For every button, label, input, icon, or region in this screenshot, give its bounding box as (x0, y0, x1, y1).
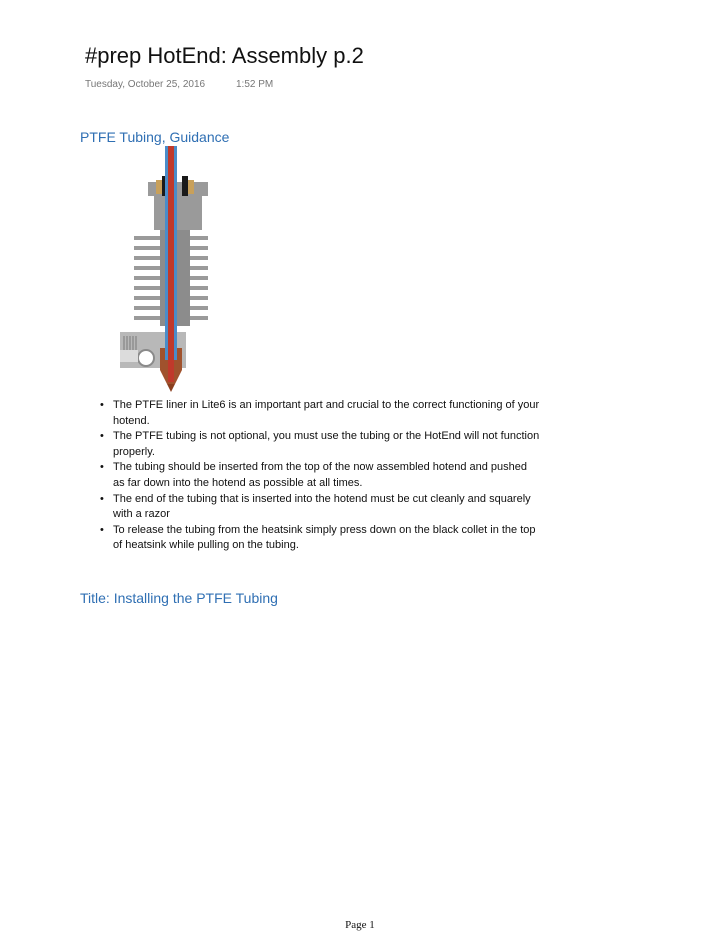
page-title: #prep HotEnd: Assembly p.2 (85, 43, 364, 68)
list-item: • The end of the tubing that is inserted into the hotend must be cut cleanly and squarely with a razor (100, 492, 540, 523)
page-number: Page 1 (345, 919, 375, 931)
hotend-diagram-image (112, 146, 222, 394)
list-item: • The PTFE liner in Lite6 is an important part and crucial to the correct functioning of your hotend. (100, 398, 540, 429)
note-date: Tuesday, October 25, 2016 (85, 79, 206, 90)
list-item: • The PTFE tubing is not optional, you must use the tubing or the HotEnd will not function properly. (100, 429, 540, 460)
guidance-bullet-list (100, 398, 540, 554)
heater-cartridge-hole (138, 350, 154, 366)
list-item: • To release the tubing from the heatsink simply press down on the black collet in the top of heatsink while pulling on the tubing. (100, 523, 540, 554)
heater-slot (120, 350, 138, 362)
section-heading-guidance: PTFE Tubing, Guidance (80, 129, 230, 145)
collet-right (182, 176, 188, 196)
section-heading-install: Title: Installing the PTFE Tubing (80, 590, 278, 606)
nozzle-point (167, 384, 175, 392)
note-time: 1:52 PM (236, 79, 274, 90)
heatsink-neck (154, 196, 202, 230)
brass-insert-right (188, 180, 194, 194)
brass-insert-left (156, 180, 162, 194)
list-item: • The tubing should be inserted from the top of the now assembled hotend and pushed as far down into the hotend as possible at all times. (100, 460, 540, 491)
filament-strand (168, 146, 174, 382)
hotend-illustration (112, 146, 222, 394)
